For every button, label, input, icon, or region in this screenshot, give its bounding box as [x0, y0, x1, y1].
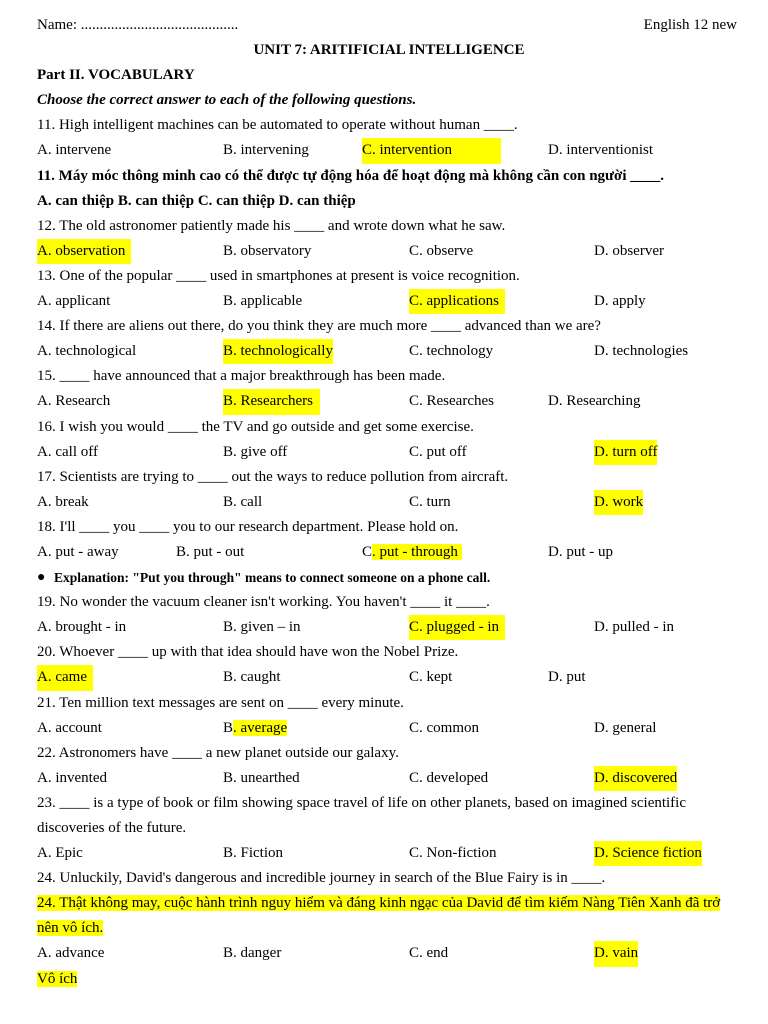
option-d: D. apply	[594, 293, 646, 310]
question-23-stem-line-2: discoveries of the future.	[37, 820, 187, 836]
option-a: A. account	[37, 719, 102, 736]
option-b-text: . average	[233, 719, 288, 736]
question-23-stem-line-1: 23. ____ is a type of book or film showing space travel of life on other planets, based on imagined scientific	[37, 794, 687, 811]
option-b: B. call	[223, 493, 263, 510]
question-12-options	[37, 239, 741, 264]
question-21-stem: 21. Ten million text messages are sent on ____ every minute.	[37, 694, 404, 711]
question-11-stem: 11. High intelligent machines can be automated to operate without human ____.	[37, 117, 518, 134]
explanation-text: Explanation: "Put you through" means to connect someone on a phone call.	[54, 570, 491, 586]
option-a: A. intervene	[37, 142, 112, 159]
option-d: D. put - up	[548, 543, 613, 560]
option-a: A. put - away	[37, 543, 119, 560]
question-19-options	[37, 615, 741, 640]
question-14-options	[37, 339, 741, 364]
option-a: A. Research	[37, 393, 111, 410]
question-18-explanation	[37, 565, 741, 590]
question-24-options	[37, 941, 741, 966]
question-17-stem: 17. Scientists are trying to ____ out the ways to reduce pollution from aircraft.	[37, 468, 509, 485]
option-c-answer	[362, 540, 462, 565]
option-c: C. Non-fiction	[409, 845, 497, 862]
option-b: B. Fiction	[223, 845, 284, 862]
option-b: B. put - out	[176, 543, 245, 560]
option-b: B. observatory	[223, 242, 312, 259]
option-c: C. kept	[409, 669, 453, 686]
option-c-text: . put - through	[372, 544, 462, 560]
option-d-answer: D. discovered	[594, 766, 677, 791]
option-c-letter: C	[362, 543, 373, 560]
option-c: C. turn	[409, 493, 451, 510]
question-13-stem: 13. One of the popular ____ used in smartphones at present is voice recognition.	[37, 267, 520, 284]
question-17-options	[37, 490, 741, 515]
option-d-answer: D. turn off	[594, 440, 657, 465]
worksheet-page	[37, 13, 741, 992]
option-d: D. Researching	[548, 393, 641, 410]
option-b: B. danger	[223, 945, 282, 962]
option-d: D. general	[594, 719, 657, 736]
header	[37, 13, 741, 38]
question-24-stem: 24. Unluckily, David's dangerous and incredible journey in search of the Blue Fairy is in ____.	[37, 870, 606, 887]
question-23-options	[37, 841, 741, 866]
option-c-answer: C. intervention	[362, 138, 501, 163]
option-d: D. observer	[594, 242, 664, 259]
option-c: C. Researches	[409, 393, 494, 410]
option-a: A. call off	[37, 443, 98, 460]
name-label: Name: ..........................................	[37, 17, 239, 33]
option-a-answer: A. came	[37, 665, 93, 690]
option-b: B. unearthed	[223, 769, 300, 786]
option-d: D. put	[548, 669, 586, 686]
question-22-stem: 22. Astronomers have ____ a new planet outside our galaxy.	[37, 744, 399, 761]
option-c: C. technology	[409, 343, 494, 360]
option-b-answer: B. Researchers	[223, 389, 320, 414]
translation-text-2: nên vô ích.	[37, 920, 104, 937]
option-a: A. advance	[37, 945, 105, 962]
option-d: D. interventionist	[548, 142, 653, 159]
question-24-translation-line-2	[37, 916, 741, 941]
option-b-answer: B. technologically	[223, 339, 333, 364]
question-22-options	[37, 766, 741, 791]
option-a: A. technological	[37, 343, 137, 360]
option-d: D. pulled - in	[594, 619, 674, 636]
option-c: C. end	[409, 945, 449, 962]
question-21-options	[37, 716, 741, 741]
option-a: A. invented	[37, 769, 107, 786]
option-c: C. common	[409, 719, 479, 736]
unit-title: UNIT 7: ARITIFICIAL INTELLIGENCE	[253, 42, 525, 59]
bullet-icon: ●	[37, 570, 46, 586]
option-b-letter: B	[223, 719, 234, 736]
translation-text-1: 24. Thật không may, cuộc hành trình nguy hiểm và đáng kinh ngạc của David để tìm kiếm Nàng Tiên Xanh đã trở	[37, 895, 721, 912]
question-16-options	[37, 440, 741, 465]
option-b: B. applicable	[223, 293, 303, 310]
part-heading: Part II. VOCABULARY	[37, 67, 195, 84]
question-15-options	[37, 389, 741, 414]
question-15-stem: 15. ____ have announced that a major breakthrough has been made.	[37, 368, 446, 385]
question-11-translation-options: A. can thiệp B. can thiệp C. can thiệp D. can thiệp	[37, 192, 356, 209]
question-11-options	[37, 138, 741, 163]
option-b: B. given – in	[223, 619, 301, 636]
instruction: Choose the correct answer to each of the following questions.	[37, 92, 417, 109]
question-12-stem: 12. The old astronomer patiently made his ____ and wrote down what he saw.	[37, 217, 506, 234]
option-b: B. intervening	[223, 142, 309, 159]
option-c-answer: C. applications	[409, 289, 505, 314]
question-24-note	[37, 967, 741, 992]
question-18-stem: 18. I'll ____ you ____ you to our research department. Please hold on.	[37, 518, 459, 535]
note-text: Vô ích	[37, 970, 78, 987]
option-b: B. caught	[223, 669, 281, 686]
question-14-stem: 14. If there are aliens out there, do you think they are much more ____ advanced than we are?	[37, 318, 601, 335]
option-d-answer: D. Science fiction	[594, 841, 702, 866]
option-c: C. put off	[409, 443, 467, 460]
course-label: English 12 new	[643, 17, 737, 33]
question-13-options	[37, 289, 741, 314]
option-a: A. applicant	[37, 293, 111, 310]
question-20-options	[37, 665, 741, 690]
option-b: B. give off	[223, 443, 288, 460]
option-d-answer: D. vain	[594, 941, 638, 966]
question-19-stem: 19. No wonder the vacuum cleaner isn't working. You haven't ____ it ____.	[37, 594, 490, 611]
question-24-translation-line-1	[37, 891, 741, 916]
question-11-translation: 11. Máy móc thông minh cao có thể được tự động hóa để hoạt động mà không cần con người ____.	[37, 167, 665, 184]
question-16-stem: 16. I wish you would ____ the TV and go outside and get some exercise.	[37, 418, 474, 435]
question-20-stem: 20. Whoever ____ up with that idea should have won the Nobel Prize.	[37, 644, 459, 661]
option-a-answer: A. observation	[37, 239, 131, 264]
option-a: A. Epic	[37, 845, 83, 862]
option-d-answer: D. work	[594, 490, 643, 515]
option-b-answer	[223, 716, 287, 741]
option-a: A. brought - in	[37, 619, 127, 636]
option-a: A. break	[37, 493, 89, 510]
option-c-answer: C. plugged - in	[409, 615, 505, 640]
option-c: C. observe	[409, 242, 474, 259]
question-18-options	[37, 540, 741, 565]
option-d: D. technologies	[594, 343, 689, 360]
option-c: C. developed	[409, 769, 489, 786]
